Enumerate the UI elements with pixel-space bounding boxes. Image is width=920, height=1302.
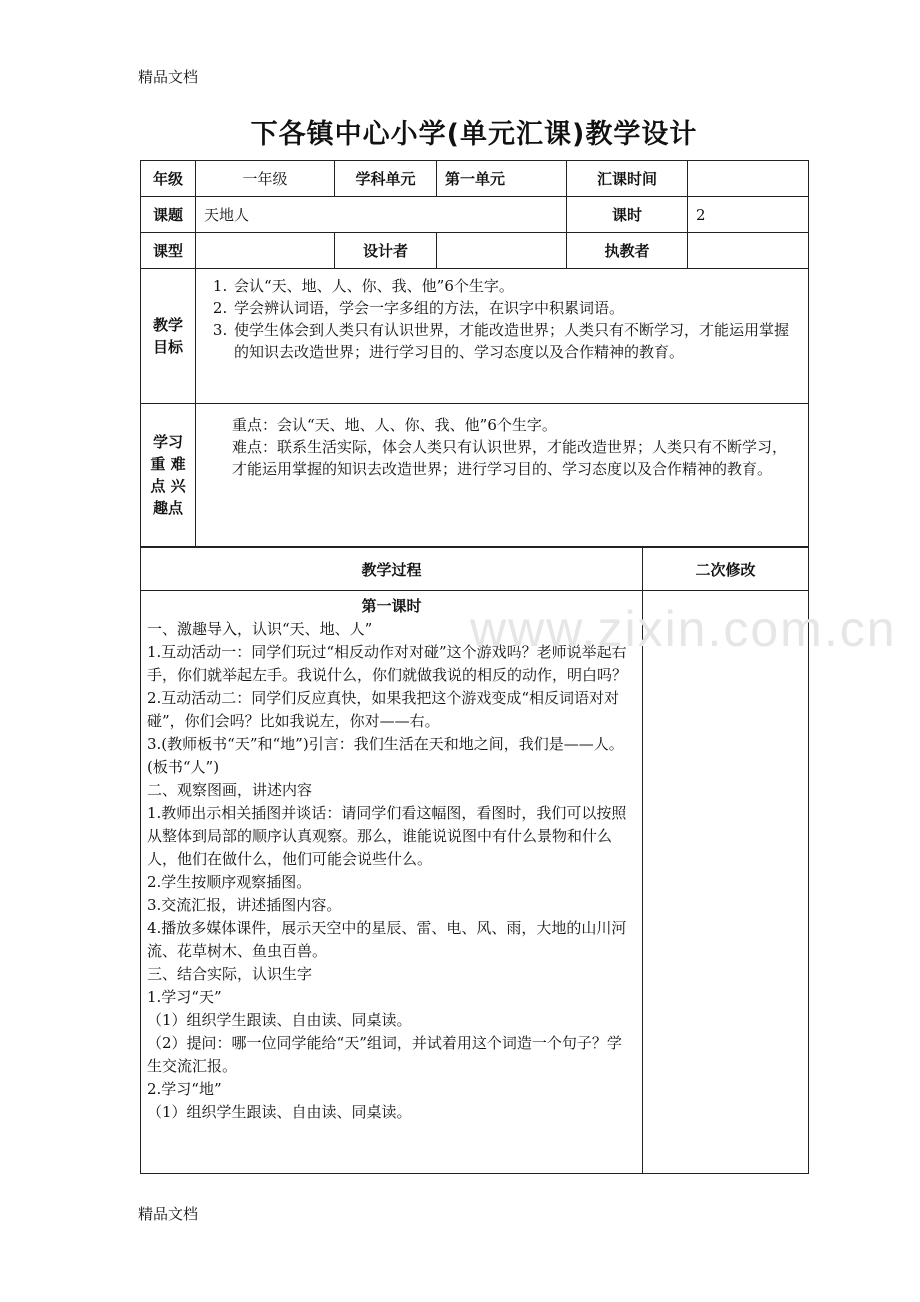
process-line: （2）提问：哪一位同学能给“天”组词，并试着用这个词造一个句子？学生交流汇报。: [147, 1034, 622, 1075]
watermark: www.zixin.com.cn: [470, 601, 897, 657]
header-mark: 精品文档: [138, 68, 199, 86]
process-line: 2.学习“地”: [147, 1080, 222, 1098]
key-difficulty: 难点：联系生活实际，体会人类只有认识世界，才能改造世界；人类只有不断学习，才能运用掌握的知识去改造世界；进行学习目的、学习态度以及合作精神的教育。: [232, 438, 788, 478]
key-points-label-line4: 趣点: [152, 499, 183, 517]
grade-label: 年级: [141, 161, 196, 197]
process-line: （1）组织学生跟读、自由读、同桌读。: [147, 1011, 412, 1029]
process-line: 2.学生按顺序观察插图。: [147, 873, 312, 891]
lesson-time-value: [688, 161, 809, 197]
lesson-info-table: [140, 160, 809, 547]
document-title: 下各镇中心小学(单元汇课)教学设计: [250, 119, 698, 150]
process-line: （1）组织学生跟读、自由读、同桌读。: [147, 1103, 412, 1121]
process-line: 3.交流汇报，讲述插图内容。: [147, 896, 342, 914]
lesson-type-label: 课型: [141, 233, 196, 269]
key-points-label-line3: 点 兴: [150, 477, 186, 495]
topic-label: 课题: [141, 197, 196, 233]
lesson-time-label: 汇课时间: [567, 161, 688, 197]
key-points-label-line2: 重 难: [150, 455, 186, 473]
process-line: 2.互动活动二：同学们反应真快，如果我把这个游戏变成“相反词语对对碰”，你们会吗？比如我说左，你对——右。: [147, 689, 619, 730]
process-header: 教学过程: [141, 548, 643, 591]
process-line: 二、观察图画，讲述内容: [147, 781, 313, 799]
topic-value: 天地人: [196, 197, 567, 233]
objective-item: 3. 使学生体会到人类只有认识世界，才能改造世界；人类只有不断学习，才能运用掌握的知识去改造世界；进行学习目的、学习态度以及合作精神的教育。: [232, 319, 800, 363]
process-line: 4.播放多媒体课件，展示天空中的星辰、雷、电、风、雨，大地的山川河流、花草树木、鱼虫百兽。: [147, 919, 627, 960]
revision-header: 二次修改: [643, 548, 809, 591]
process-line: 1.互动活动一：同学们玩过“相反动作对对碰”这个游戏吗？老师说举起右手，你们就举起左手。我说什么，你们就做我说的相反的动作，明白吗？: [147, 643, 628, 684]
teacher-value: [688, 233, 809, 269]
process-line: 1.学习“天”: [147, 988, 222, 1006]
footer-mark: 精品文档: [138, 1205, 199, 1223]
hours-label: 课时: [567, 197, 688, 233]
lesson-title: 第一课时: [361, 597, 422, 615]
revision-content: [643, 591, 809, 1174]
process-content: [141, 591, 643, 1174]
designer-value: [437, 233, 567, 269]
objectives-label-line1: 教学: [152, 316, 183, 334]
process-line: 1.教师出示相关插图并谈话：请同学们看这幅图，看图时，我们可以按照从整体到局部的顺序认真观察。那么，谁能说说图中有什么景物和什么人，他们在做什么，他们可能会说些什么。: [147, 804, 627, 868]
objective-item: 2. 学会辨认词语，学会一字多组的方法，在识字中积累词语。: [232, 297, 800, 319]
subject-unit-label: 学科单元: [335, 161, 437, 197]
key-points-label-line1: 学习: [152, 433, 183, 451]
objectives-cell: [196, 269, 809, 404]
key-points-label: [141, 404, 196, 547]
teacher-label: 执教者: [567, 233, 688, 269]
teaching-process-table: [140, 547, 809, 1174]
grade-value: 一年级: [196, 161, 335, 197]
process-line: 一、激趣导入，认识“天、地、人”: [147, 620, 373, 638]
process-line: 三、结合实际，认识生字: [147, 965, 313, 983]
hours-value: 2: [688, 197, 809, 233]
objectives-list: [196, 269, 808, 369]
subject-unit-value: 第一单元: [437, 161, 567, 197]
process-line: 3.(教师板书“天”和“地”)引言：我们生活在天和地之间，我们是——人。(板书“人”): [147, 735, 624, 776]
lesson-type-value: [196, 233, 335, 269]
key-focus: 重点：会认“天、地、人、你、我、他”6个生字。: [232, 416, 557, 434]
key-points-cell: [196, 404, 809, 547]
objectives-label: [141, 269, 196, 404]
designer-label: 设计者: [335, 233, 437, 269]
objective-item: 1. 会认“天、地、人、你、我、他”6个生字。: [232, 275, 800, 297]
objectives-label-line2: 目标: [152, 338, 183, 356]
